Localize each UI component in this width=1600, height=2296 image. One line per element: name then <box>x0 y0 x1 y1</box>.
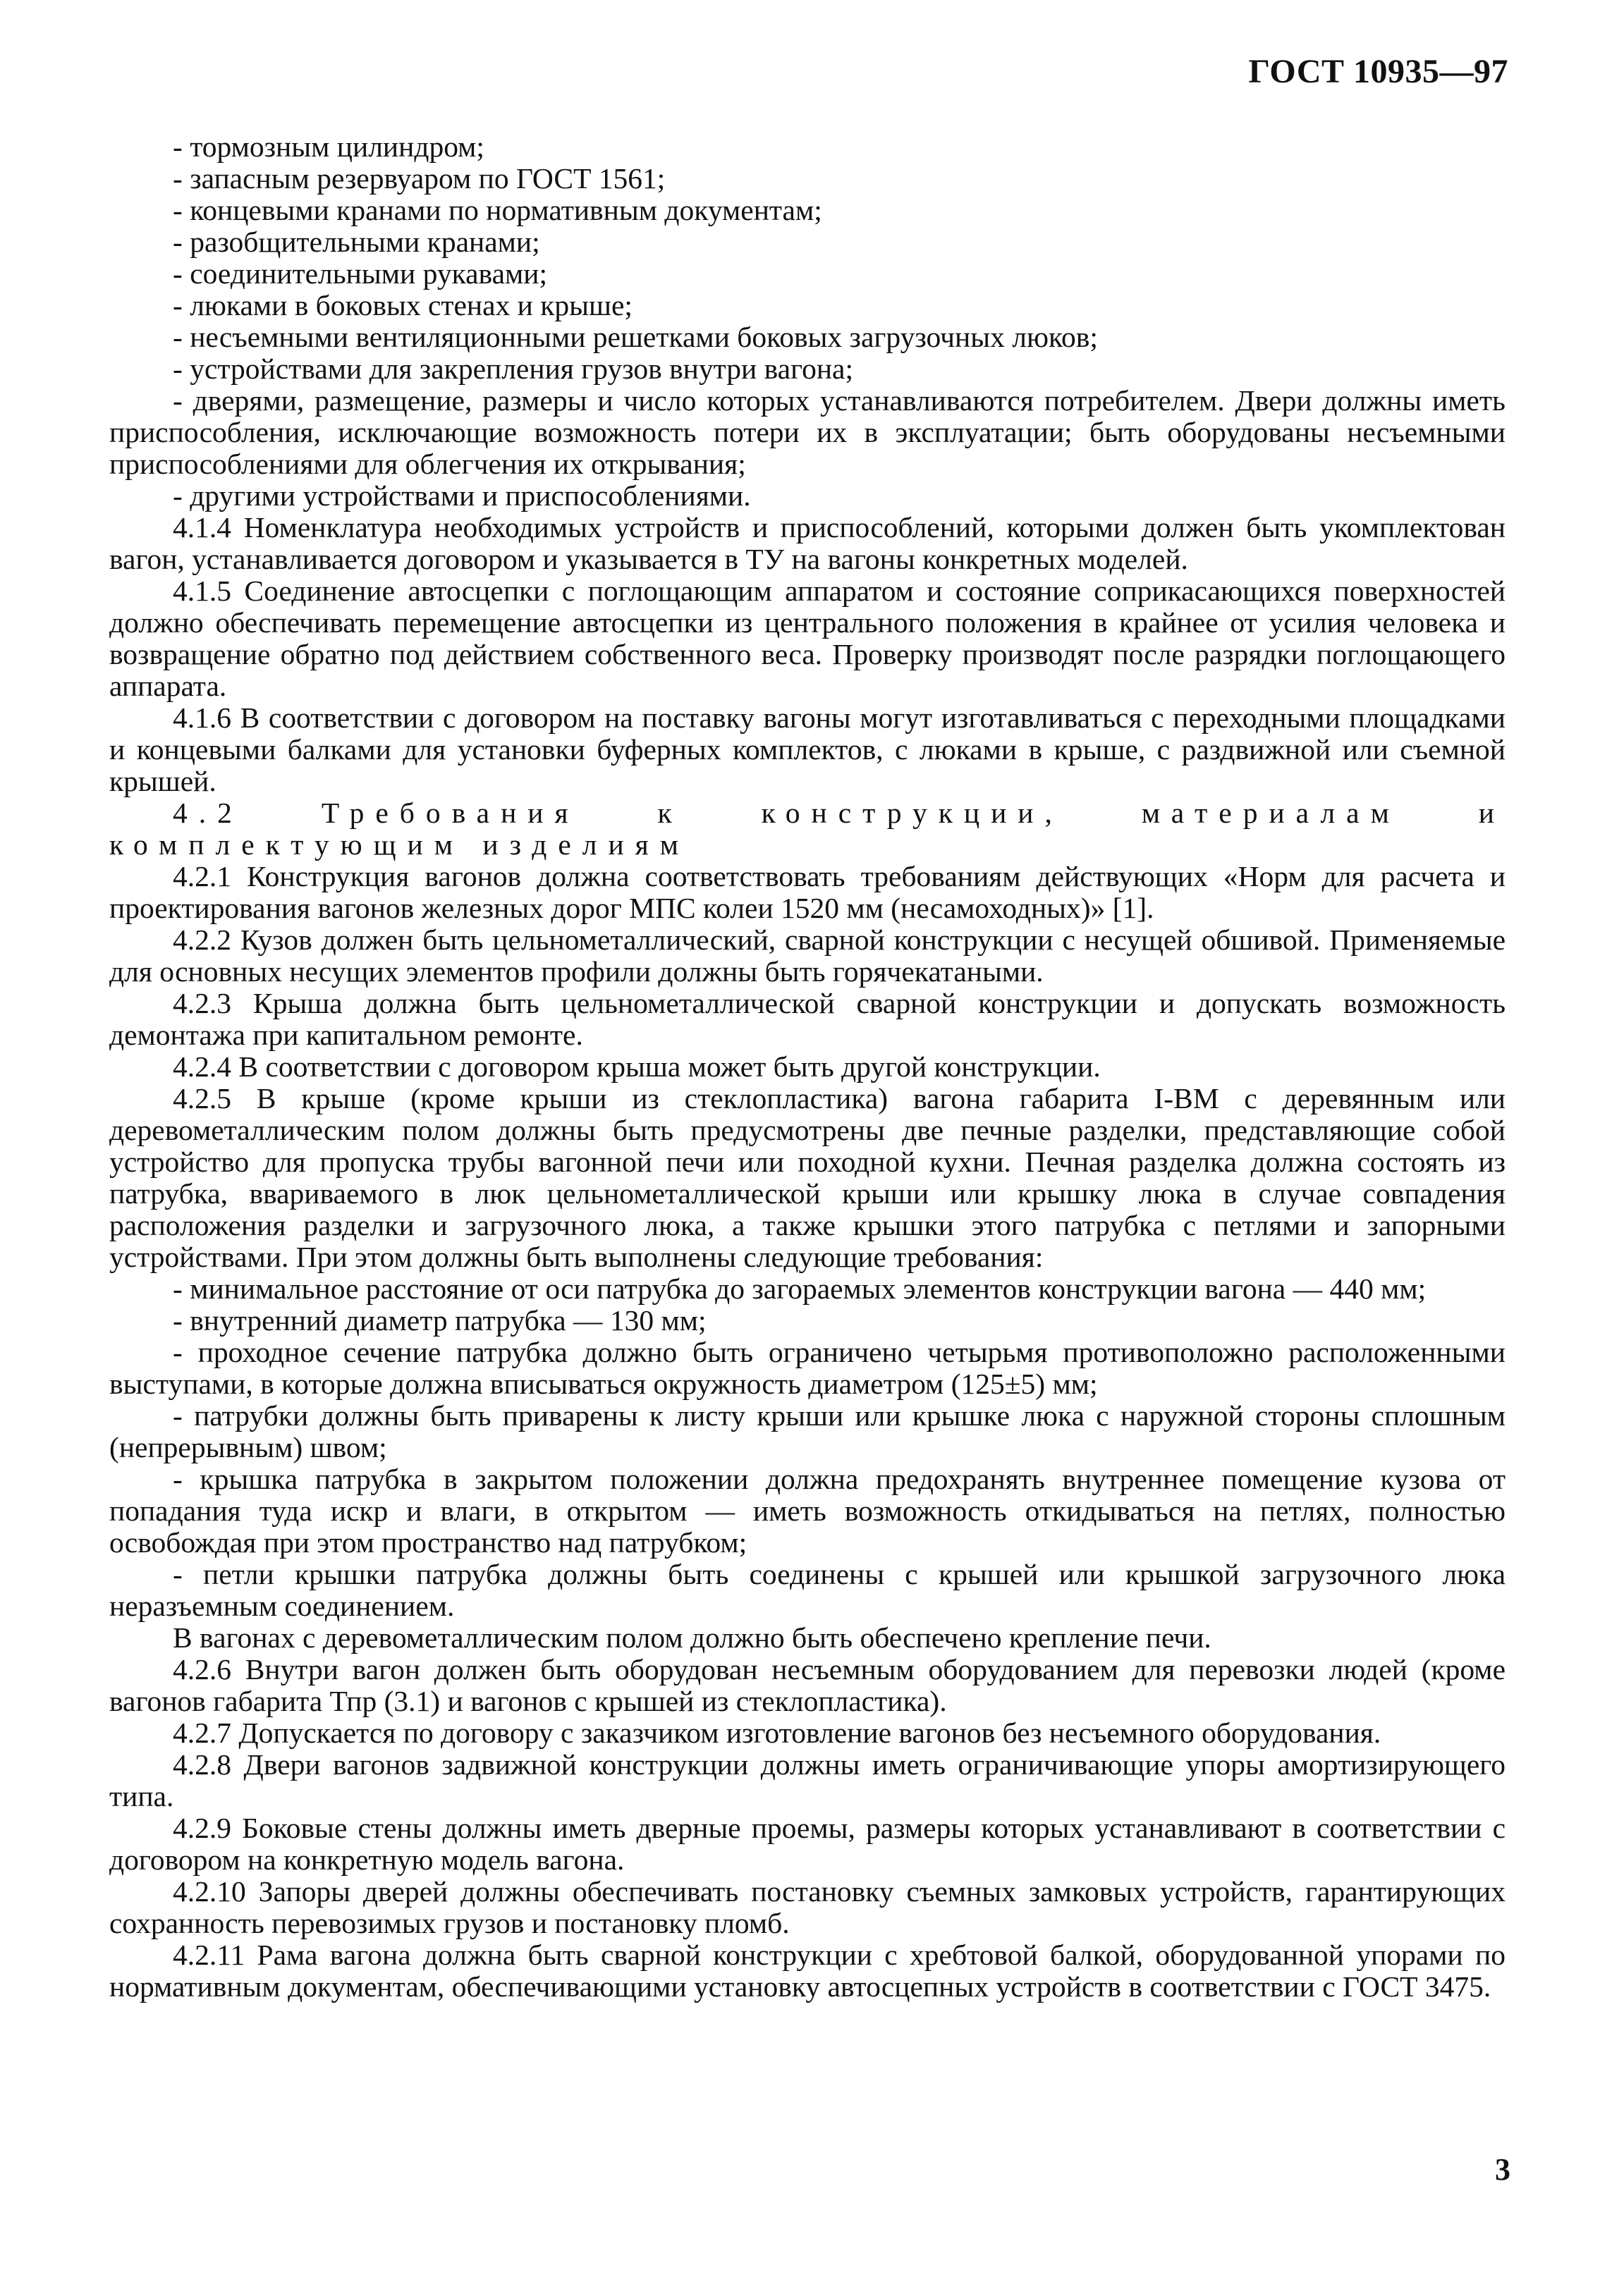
list-item: - патрубки должны быть приварены к листу крыши или крышке люка с наружной стороны сплошным (непрерывным) швом; <box>109 1399 1506 1463</box>
list-item: - устройствами для закрепления грузов внутри вагона; <box>173 352 853 385</box>
clause-4-2-10: 4.2.10 Запоры дверей должны обеспечивать постановку съемных замковых устройств, гарантирующих сохранность перевозимых грузов и постановку пломб. <box>109 1875 1506 1939</box>
list-item: - запасным резервуаром по ГОСТ 1561; <box>173 162 666 195</box>
clause-4-2-4: 4.2.4 В соответствии с договором крыша может быть другой конструкции. <box>173 1050 1101 1083</box>
clause-4-2-8: 4.2.8 Двери вагонов задвижной конструкции должны иметь ограничивающие упоры амортизирующего типа. <box>109 1748 1506 1812</box>
list-item: - тормозным цилиндром; <box>173 130 484 163</box>
list-item: - несъемными вентиляционными решетками боковых загрузочных люков; <box>173 321 1098 353</box>
list-item: - петли крышки патрубка должны быть соединены с крышей или крышкой загрузочного люка неразъемным соединением. <box>109 1558 1506 1622</box>
clause-4-2-1: 4.2.1 Конструкция вагонов должна соответствовать требованиям действующих «Норм для расчета и проектирования вагонов железных дорог МПС колеи 1520 мм (несамоходных)» [1]. <box>109 860 1506 924</box>
paragraph: В вагонах с деревометаллическим полом должно быть обеспечено крепление печи. <box>173 1621 1211 1654</box>
standard-header: ГОСТ 10935—97 <box>1248 53 1508 90</box>
clause-4-2-2: 4.2.2 Кузов должен быть цельнометаллический, сварной конструкции с несущей обшивой. Применяемые для основных несущих элементов профили должны быть горячекатаными. <box>109 923 1506 988</box>
page-number: 3 <box>1495 2152 1510 2187</box>
list-item: - крышка патрубка в закрытом положении должна предохранять внутреннее помещение кузова от попадания туда искр и влаги, в открытом — иметь возможность откидываться на петлях, полностью освобождая при этом пространство над патрубком; <box>109 1463 1506 1559</box>
list-item: - разобщительными кранами; <box>173 226 540 258</box>
clause-4-2-3: 4.2.3 Крыша должна быть цельнометаллической сварной конструкции и допускать возможность демонтажа при капитальном ремонте. <box>109 987 1506 1051</box>
clause-4-1-5: 4.1.5 Соединение автосцепки с поглощающим аппаратом и состояние соприкасающихся поверхностей должно обеспечивать перемещение автосцепки из центрального положения в крайнее от усилия человека и возвращение обратно под действием собственного веса. Проверку производят после разрядки поглощающего аппарата. <box>109 575 1506 702</box>
section-heading-4-2: 4.2 Требования к конструкции, материалам и комплектующим изделиям <box>109 797 1506 861</box>
list-item: - люками в боковых стенах и крыше; <box>173 289 633 321</box>
clause-4-1-6: 4.1.6 В соответствии с договором на поставку вагоны могут изготавливаться с переходными площадками и концевыми балками для установки буферных комплектов, с люками в крыше, с раздвижной или съемной крышей. <box>109 701 1506 797</box>
list-item: - проходное сечение патрубка должно быть ограничено четырьмя противоположно расположенными выступами, в которые должна вписываться окружность диаметром (125±5) мм; <box>109 1336 1506 1400</box>
clause-4-2-9: 4.2.9 Боковые стены должны иметь дверные проемы, размеры которых устанавливают в соответствии с договором на конкретную модель вагона. <box>109 1812 1506 1876</box>
clause-4-2-11: 4.2.11 Рама вагона должна быть сварной конструкции с хребтовой балкой, оборудованной упорами по нормативным документам, обеспечивающими установку автосцепных устройств в соответствии с ГОСТ 3475. <box>109 1939 1506 2003</box>
list-item: - дверями, размещение, размеры и число которых устанавливаются потребителем. Двери должны иметь приспособления, исключающие возможность потери их в эксплуатации; быть оборудованы несъемными приспособлениями для облегчения их открывания; <box>109 384 1506 480</box>
list-item: - минимальное расстояние от оси патрубка до загораемых элементов конструкции вагона — 440 мм; <box>173 1272 1427 1305</box>
list-item: - концевыми кранами по нормативным документам; <box>173 194 822 226</box>
clause-4-2-5: 4.2.5 В крыше (кроме крыши из стеклопластика) вагона габарита I-ВМ с деревянным или деревометаллическим полом должны быть предусмотрены две печные разделки, представляющие собой устройство для пропуска трубы вагонной печи или походной кухни. Печная разделка должна состоять из патрубка, ввариваемого в люк цельнометаллической крыши или крышку люка в случае совпадения расположения разделки и загрузочного люка, а также крышки этого патрубка с петлями и запорными устройствами. При этом должны быть выполнены следующие требования: <box>109 1082 1506 1273</box>
clause-4-2-7: 4.2.7 Допускается по договору с заказчиком изготовление вагонов без несъемного оборудования. <box>173 1717 1381 1749</box>
list-item: - внутренний диаметр патрубка — 130 мм; <box>173 1304 707 1337</box>
list-item: - соединительными рукавами; <box>173 257 547 290</box>
clause-4-1-4: 4.1.4 Номенклатура необходимых устройств и приспособлений, которыми должен быть укомплектован вагон, устанавливается договором и указывается в ТУ на вагоны конкретных моделей. <box>109 511 1506 575</box>
document-body <box>109 131 1506 2003</box>
clause-4-2-6: 4.2.6 Внутри вагон должен быть оборудован несъемным оборудованием для перевозки людей (кроме вагонов габарита Тпр (3.1) и вагонов с крышей из стеклопластика). <box>109 1653 1506 1717</box>
list-item: - другими устройствами и приспособлениями. <box>173 479 751 512</box>
